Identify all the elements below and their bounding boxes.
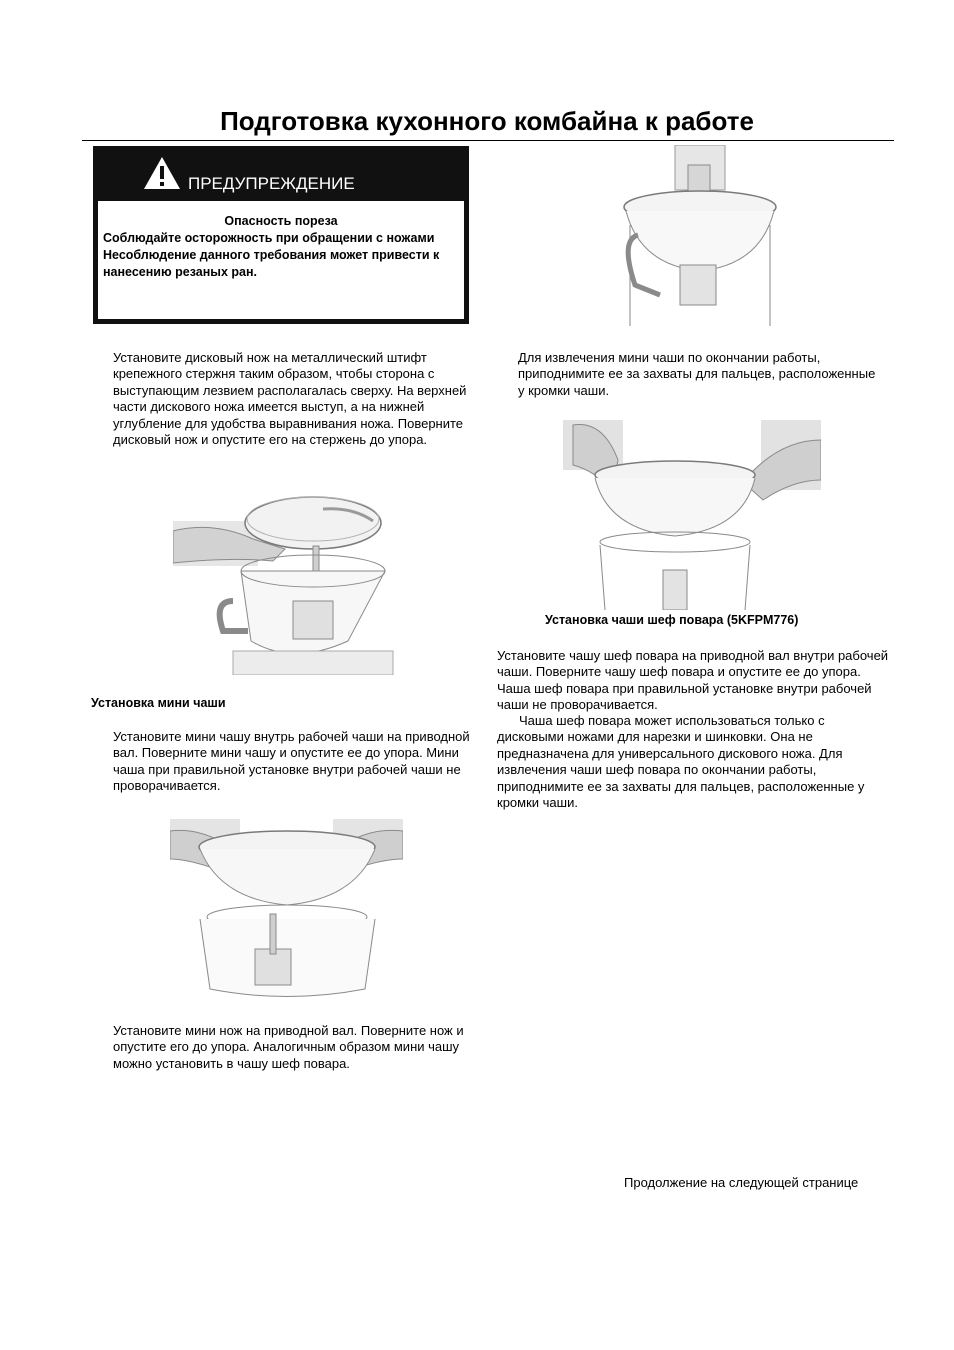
warning-body bbox=[98, 201, 464, 319]
caption-chef-bowl: Установка чаши шеф повара (5KFPM776) bbox=[545, 613, 799, 627]
para-chef-usage: Чаша шеф повара может использоваться только с дисковыми ножами для нарезки и шинковки. Она не предназначена для универсального дискового ножа. Для извлечения чаши шеф повара по окончании работы, приподнимите ее за захваты для пальцев, расположенные у кромки чаши. bbox=[497, 713, 865, 811]
heading-mini-bowl: Установка мини чаши bbox=[91, 696, 226, 710]
footer-continued: Продолжение на следующей странице bbox=[624, 1175, 859, 1190]
warning-line-1: Соблюдайте осторожность при обращении с ножами bbox=[103, 231, 435, 245]
title-rule bbox=[82, 140, 894, 141]
warning-box bbox=[93, 146, 469, 324]
warning-triangle-icon bbox=[143, 156, 181, 190]
illustration-chef-bowl bbox=[563, 420, 821, 610]
para-remove-mini: Для извлечения мини чаши по окончании работы, приподнимите ее за захваты для пальцев, расположенные у кромки чаши. bbox=[518, 350, 876, 398]
warning-hazard: Опасность пореза bbox=[224, 214, 338, 228]
page-title: Подготовка кухонного комбайна к работе bbox=[220, 106, 754, 136]
illustration-mini-bowl-remove bbox=[620, 145, 780, 326]
para-mini-knife: Установите мини нож на приводной вал. Поверните нож и опустите его до упора. Аналогичным образом мини чашу можно установить в чашу шеф повара. bbox=[113, 1023, 464, 1071]
illustration-disc-install bbox=[173, 491, 401, 675]
para-chef-install: Установите чашу шеф повара на приводной вал внутри рабочей чаши. Поверните чашу шеф повара и опустите ее до упора. Чаша шеф повара при правильной установке внутри рабочей чаши не проворачивается. bbox=[497, 648, 889, 713]
warning-label: ПРЕДУПРЕЖДЕНИЕ bbox=[188, 174, 355, 193]
para-mini-install: Установите мини чашу внутрь рабочей чаши на приводной вал. Поверните мини чашу и опустите ее до упора. Мини чаша при правильной установке внутри рабочей чаши не проворачивается. bbox=[113, 729, 470, 794]
warning-line-2: Несоблюдение данного требования может привести к нанесению резаных ран. bbox=[103, 248, 440, 279]
warning-header bbox=[93, 146, 469, 201]
illustration-mini-bowl bbox=[170, 819, 403, 1002]
para-disc-install: Установите дисковый нож на металлический штифт крепежного стержня таким образом, чтобы сторона с выступающим лезвием располагалась сверху. На верхней части дискового ножа имеется выступ, а на нижней углубление для удобства выравнивания ножа. Поверните дисковый нож и опустите его на стержень до упора. bbox=[113, 350, 467, 448]
